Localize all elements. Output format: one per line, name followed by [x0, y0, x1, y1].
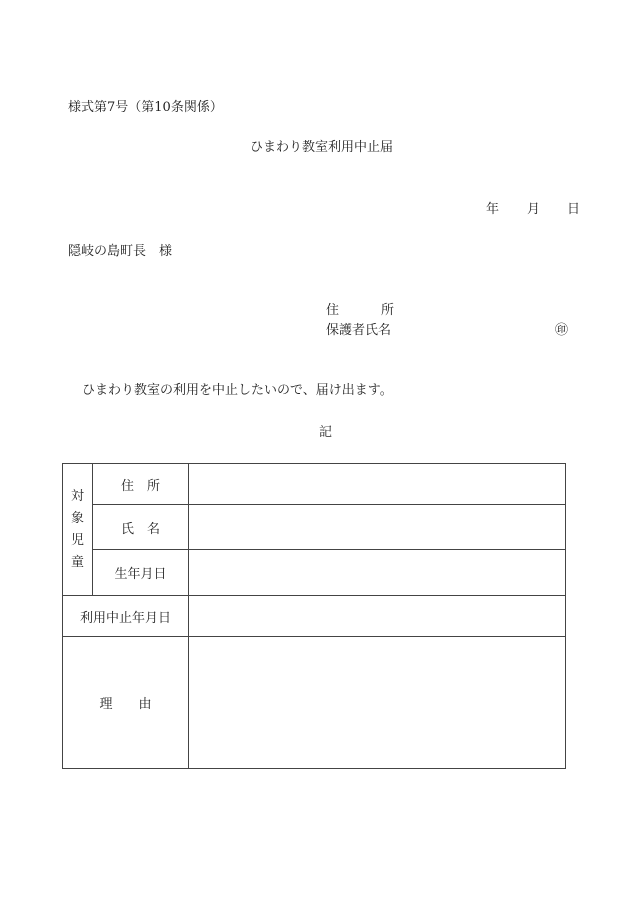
group-char: 象: [70, 510, 84, 526]
reason-label: 理 由: [99, 697, 152, 712]
form-number: 様式第7号（第10条関係）: [68, 100, 223, 115]
address-row-label: 住 所: [120, 478, 160, 494]
address-label-1: 住: [326, 303, 340, 318]
reason-field[interactable]: [189, 637, 565, 768]
stop-date-field[interactable]: [189, 596, 565, 636]
group-char: 童: [70, 554, 84, 570]
birthdate-field[interactable]: [189, 550, 565, 595]
target-child-label: [63, 464, 92, 595]
date-month: 月: [527, 202, 541, 217]
date-day: 日: [567, 202, 581, 217]
stop-date-label: 利用中止年月日: [79, 610, 171, 626]
body-text: ひまわり教室の利用を中止したいので、届け出ます。: [82, 383, 393, 398]
document-title: ひまわり教室利用中止届: [250, 140, 394, 155]
address-label-2: 所: [381, 303, 395, 318]
group-char: 対: [70, 488, 84, 504]
addressee: 隠岐の島町長 様: [68, 244, 173, 259]
name-field[interactable]: [189, 505, 565, 549]
birthdate-row-label: 生年月日: [114, 567, 167, 582]
name-row-label: 氏 名: [120, 521, 160, 537]
guardian-name-label: 保護者氏名: [326, 323, 392, 338]
date-year: 年: [486, 202, 500, 217]
table-border-bottom: [62, 768, 566, 769]
address-field[interactable]: [189, 464, 565, 504]
seal-mark: ㊞: [555, 323, 569, 338]
ki-label: 記: [319, 425, 333, 440]
table-border-right: [565, 463, 566, 769]
group-char: 児: [70, 532, 84, 548]
